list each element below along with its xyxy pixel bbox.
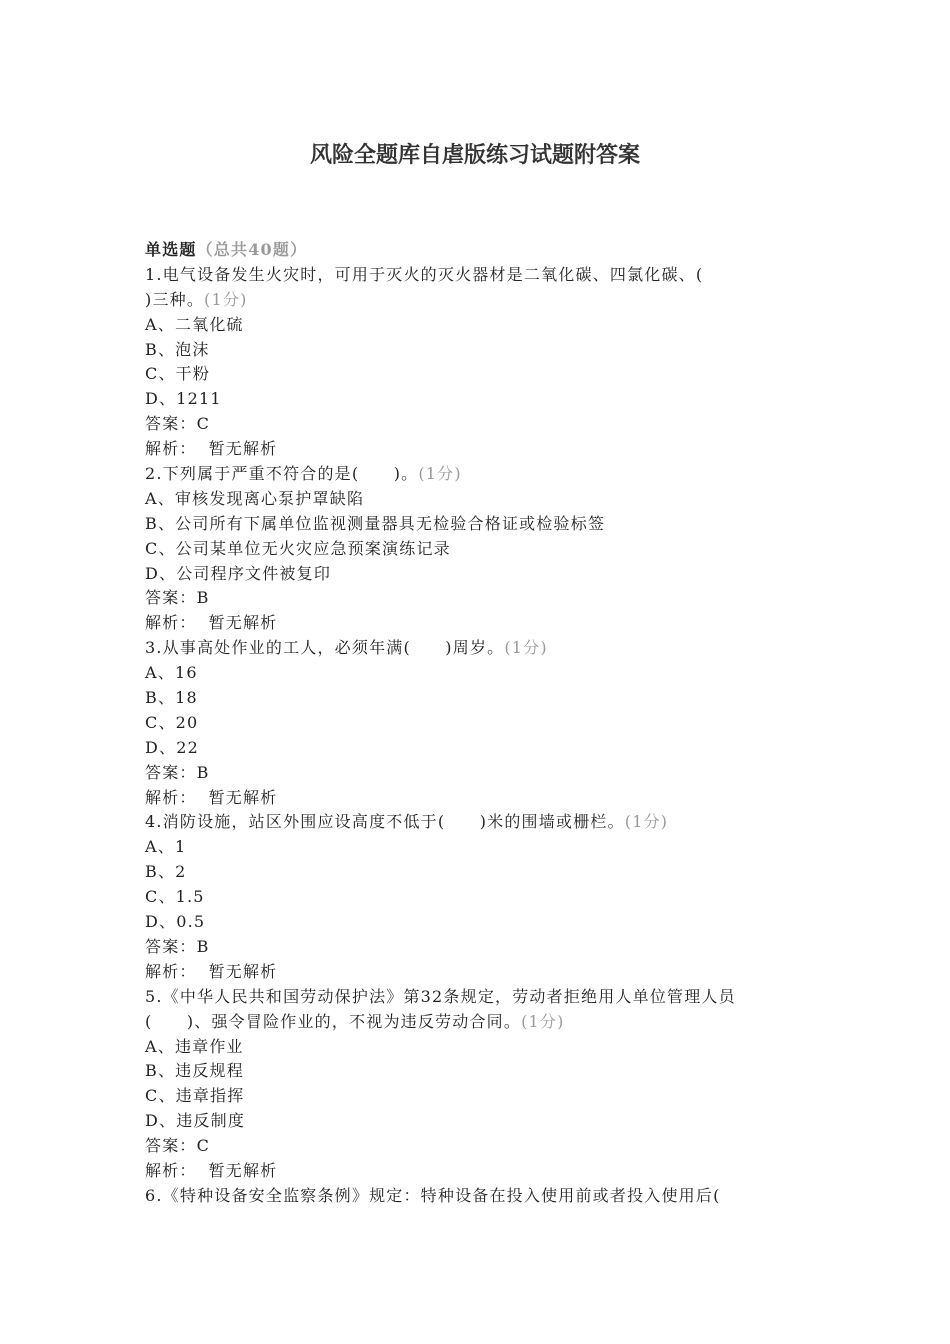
question-text: 1.电气设备发生火灾时，可用于灭火的灭火器材是二氧化碳、四氯化碳、(	[145, 264, 704, 284]
option-item: C、1.5	[145, 887, 205, 907]
analysis-label: 解析：	[145, 961, 197, 981]
option-item: D、公司程序文件被复印	[145, 563, 332, 583]
answer-value: B	[196, 762, 210, 782]
answer-label: 答案：	[145, 414, 197, 434]
question-item	[145, 636, 825, 810]
question-score: (1分)	[204, 289, 248, 309]
section-count: （总共40题）	[196, 240, 308, 259]
analysis-value: 暂无解析	[208, 613, 278, 633]
answer-line	[145, 761, 825, 786]
analysis-label: 解析：	[145, 613, 197, 633]
answer-value: B	[196, 588, 210, 608]
question-text: 3.从事高处作业的工人，必须年满( )周岁。	[145, 638, 505, 658]
analysis-value: 暂无解析	[208, 787, 278, 807]
answer-line	[145, 586, 825, 611]
option-item: A、审核发现离心泵护罩缺陷	[145, 488, 365, 508]
question-text: 6.《特种设备安全监察条例》规定：特种设备在投入使用前或者投入使用后(	[145, 1185, 721, 1205]
question-list	[145, 238, 825, 1209]
option-item: D、22	[145, 737, 199, 757]
question-score: (1分)	[418, 464, 462, 484]
option-item: C、公司某单位无火灾应急预案演练记录	[145, 538, 451, 558]
analysis-value: 暂无解析	[208, 961, 278, 981]
question-text: 4.消防设施，站区外围应设高度不低于( )米的围墙或栅栏。	[145, 812, 625, 832]
answer-label: 答案：	[145, 936, 197, 956]
question-text-line	[145, 985, 825, 1010]
option-item: A、1	[145, 837, 187, 857]
answer-line	[145, 935, 825, 960]
answer-label: 答案：	[145, 588, 197, 608]
question-item	[145, 462, 825, 636]
question-item	[145, 1184, 825, 1209]
question-text: 2.下列属于严重不符合的是( )。	[145, 464, 419, 484]
analysis-line	[145, 960, 825, 985]
question-text: ( )、强令冒险作业的，不视为违反劳动合同。	[145, 1011, 522, 1031]
answer-value: C	[196, 414, 211, 434]
option-item: B、2	[145, 862, 187, 882]
answer-line	[145, 1134, 825, 1159]
question-text: 5.《中华人民共和国劳动保护法》第32条规定，劳动者拒绝用人单位管理人员	[145, 986, 736, 1006]
answer-label: 答案：	[145, 762, 197, 782]
option-item: C、20	[145, 712, 199, 732]
option-item: A、违章作业	[145, 1036, 244, 1056]
question-score: (1分)	[521, 1011, 565, 1031]
section-heading	[145, 238, 825, 263]
option-item: D、0.5	[145, 912, 206, 932]
question-item	[145, 985, 825, 1184]
analysis-line	[145, 1159, 825, 1184]
option-item: B、公司所有下属单位监视测量器具无检验合格证或检验标签	[145, 513, 606, 533]
analysis-line	[145, 786, 825, 811]
option-item: C、违章指挥	[145, 1086, 245, 1106]
question-text-line	[145, 1184, 825, 1209]
question-text-line	[145, 288, 825, 313]
answer-value: B	[196, 936, 210, 956]
option-item: B、泡沫	[145, 339, 210, 359]
document-title: 风险全题库自虐版练习试题附答案	[309, 143, 640, 168]
question-score: (1分)	[504, 638, 548, 658]
answer-line	[145, 412, 825, 437]
answer-value: C	[196, 1136, 211, 1156]
analysis-label: 解析：	[145, 1160, 197, 1180]
question-item	[145, 263, 825, 462]
question-text-line	[145, 810, 825, 835]
analysis-label: 解析：	[145, 787, 197, 807]
analysis-label: 解析：	[145, 439, 197, 459]
option-item: C、干粉	[145, 364, 211, 384]
question-text-line	[145, 263, 825, 288]
option-item: D、违反制度	[145, 1111, 246, 1131]
question-score: (1分)	[624, 812, 669, 832]
option-item: B、18	[145, 688, 198, 708]
analysis-line	[145, 437, 825, 462]
option-item: D、1211	[145, 389, 222, 409]
question-text-line	[145, 1010, 825, 1035]
question-item	[145, 810, 825, 984]
analysis-line	[145, 611, 825, 636]
analysis-value: 暂无解析	[208, 1160, 278, 1180]
question-text: )三种。	[145, 289, 205, 309]
option-item: A、16	[145, 663, 198, 683]
question-text-line	[145, 636, 825, 661]
question-text-line	[145, 462, 825, 487]
option-item: A、二氧化硫	[145, 314, 244, 334]
answer-label: 答案：	[145, 1136, 197, 1156]
section-label: 单选题	[145, 240, 197, 259]
option-item: B、违反规程	[145, 1061, 244, 1081]
analysis-value: 暂无解析	[208, 439, 278, 459]
